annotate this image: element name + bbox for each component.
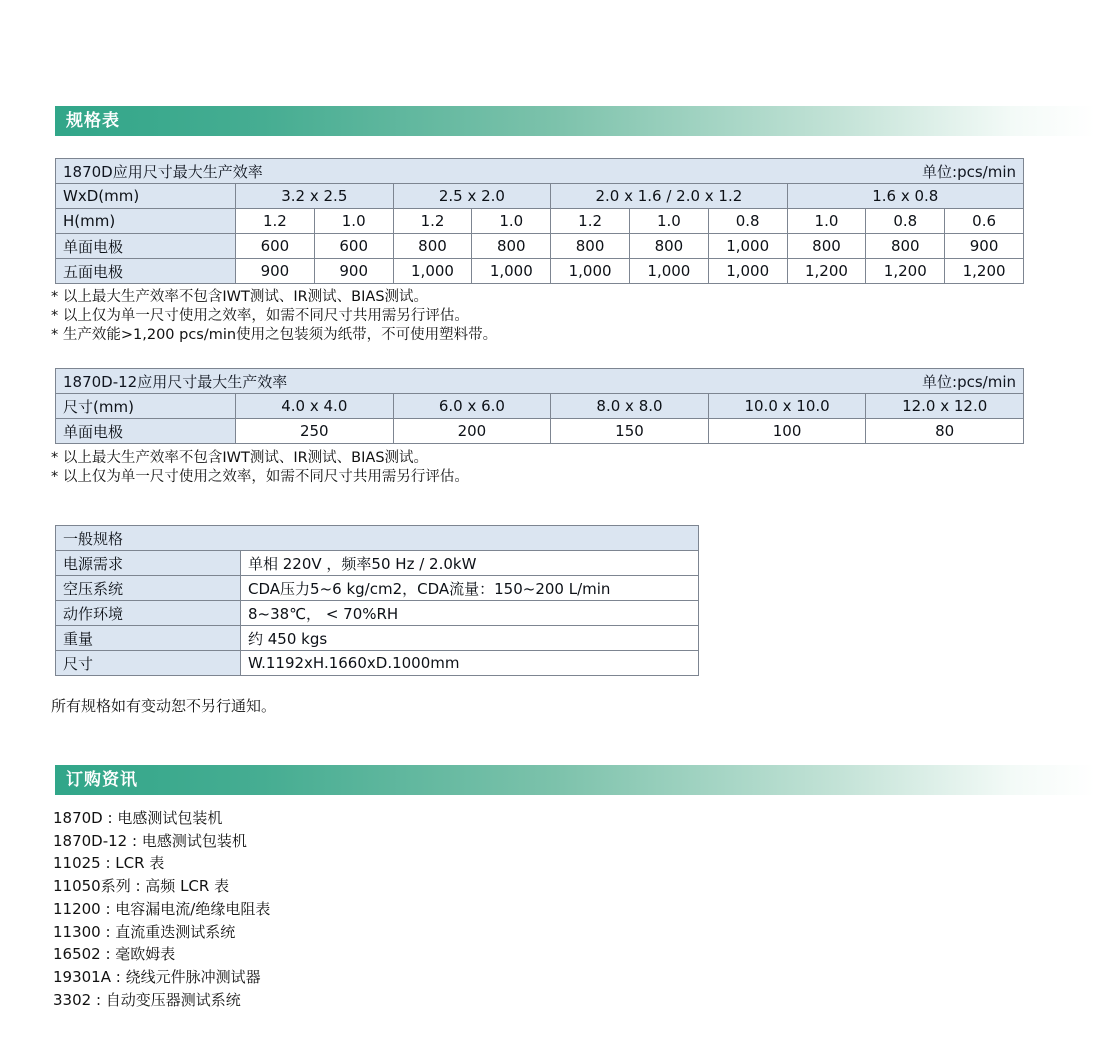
footnote: * 以上仅为单一尺寸使用之效率，如需不同尺寸共用需另行评估。 bbox=[51, 469, 469, 485]
value-cell: 0.6 bbox=[945, 209, 1024, 234]
value-cell: 1,200 bbox=[945, 259, 1024, 284]
value-cell: 1.0 bbox=[629, 209, 708, 234]
table-row bbox=[56, 551, 699, 576]
value-cell: 800 bbox=[629, 234, 708, 259]
wxd-group-cell: 3.2 x 2.5 bbox=[236, 184, 394, 209]
value-cell: 1,200 bbox=[866, 259, 945, 284]
table2-footnotes bbox=[51, 449, 469, 487]
list-item: 16502 : 毫欧姆表 bbox=[53, 945, 176, 964]
row-label-cell: 五面电极 bbox=[56, 259, 236, 284]
value-cell: 80 bbox=[866, 419, 1024, 444]
table-row bbox=[56, 576, 699, 601]
table-row bbox=[56, 601, 699, 626]
table-general-specs bbox=[55, 525, 699, 676]
list-item: 11050系列 : 高频 LCR 表 bbox=[53, 877, 230, 896]
value-cell: 1,200 bbox=[787, 259, 866, 284]
table-row bbox=[56, 259, 1024, 284]
spec-value-cell: W.1192xH.1660xD.1000mm bbox=[241, 651, 699, 676]
value-cell: 800 bbox=[787, 234, 866, 259]
footnote: * 以上最大生产效率不包含IWT测试、IR测试、BIAS测试。 bbox=[51, 289, 429, 305]
table-row bbox=[56, 526, 699, 551]
value-cell: 800 bbox=[393, 234, 472, 259]
value-cell: 1,000 bbox=[393, 259, 472, 284]
value-cell: 1,000 bbox=[472, 259, 551, 284]
list-item: 1870D-12 : 电感测试包装机 bbox=[53, 831, 247, 850]
orders-section-header bbox=[55, 765, 1095, 795]
table-row bbox=[56, 419, 1024, 444]
spec-label-cell: 重量 bbox=[56, 626, 241, 651]
table2-title-row bbox=[56, 369, 1024, 394]
value-cell: 1.0 bbox=[314, 209, 393, 234]
value-cell: 800 bbox=[866, 234, 945, 259]
footnote: * 以上最大生产效率不包含IWT测试、IR测试、BIAS测试。 bbox=[51, 450, 429, 466]
value-cell: 0.8 bbox=[708, 209, 787, 234]
table-row bbox=[56, 159, 1024, 184]
specs-section-title: 规格表 bbox=[66, 111, 120, 131]
table-1870d12-throughput bbox=[55, 368, 1024, 444]
value-cell: 250 bbox=[236, 419, 394, 444]
value-cell: 800 bbox=[472, 234, 551, 259]
table-row bbox=[56, 394, 1024, 419]
orders-section-title: 订购资讯 bbox=[66, 770, 138, 790]
table-row bbox=[56, 184, 1024, 209]
table-row bbox=[56, 369, 1024, 394]
value-cell: 600 bbox=[314, 234, 393, 259]
value-cell: 1,000 bbox=[708, 234, 787, 259]
value-cell: 1.0 bbox=[472, 209, 551, 234]
value-cell: 150 bbox=[551, 419, 709, 444]
spec-value-cell: 单相 220V ，频率50 Hz / 2.0kW bbox=[241, 551, 699, 576]
value-cell: 1,000 bbox=[708, 259, 787, 284]
size-cell: 10.0 x 10.0 bbox=[708, 394, 866, 419]
size-cell: 12.0 x 12.0 bbox=[866, 394, 1024, 419]
row-label-cell: 单面电极 bbox=[56, 234, 236, 259]
table-row bbox=[56, 651, 699, 676]
table-row bbox=[56, 234, 1024, 259]
spec-label-cell: 动作环境 bbox=[56, 601, 241, 626]
list-item: 1870D : 电感测试包装机 bbox=[53, 809, 223, 827]
footnote: * 以上仅为单一尺寸使用之效率，如需不同尺寸共用需另行评估。 bbox=[51, 308, 469, 324]
specs-section-header bbox=[55, 106, 1095, 136]
spec-value-cell: 约 450 kgs bbox=[241, 626, 699, 651]
value-cell: 1.2 bbox=[236, 209, 315, 234]
value-cell: 1.2 bbox=[551, 209, 630, 234]
value-cell: 200 bbox=[393, 419, 551, 444]
value-cell: 800 bbox=[551, 234, 630, 259]
spec-label-cell: 尺寸 bbox=[56, 651, 241, 676]
disclaimer-text: 所有规格如有变动恕不另行通知。 bbox=[51, 697, 277, 715]
wxd-label-cell: WxD(mm) bbox=[56, 184, 236, 209]
table-row bbox=[56, 209, 1024, 234]
table1-footnotes bbox=[51, 288, 497, 345]
spec-value-cell: CDA压力5~6 kg/cm2，CDA流量：150~200 L/min bbox=[241, 576, 699, 601]
order-list bbox=[53, 807, 270, 1011]
table-row bbox=[56, 626, 699, 651]
row-label-cell: H(mm) bbox=[56, 209, 236, 234]
table1-title-row bbox=[56, 159, 1024, 184]
table1-title: 1870D应用尺寸最大生产效率 bbox=[63, 162, 263, 181]
table-1870d-throughput bbox=[55, 158, 1024, 284]
wxd-group-cell: 2.0 x 1.6 / 2.0 x 1.2 bbox=[551, 184, 787, 209]
value-cell: 1.2 bbox=[393, 209, 472, 234]
general-title: 一般规格 bbox=[63, 529, 124, 548]
table1-unit: 单位:pcs/min bbox=[922, 162, 1016, 181]
table2-title: 1870D-12应用尺寸最大生产效率 bbox=[63, 372, 288, 391]
value-cell: 900 bbox=[236, 259, 315, 284]
size-cell: 4.0 x 4.0 bbox=[236, 394, 394, 419]
list-item: 11200 : 电容漏电流/绝缘电阻表 bbox=[53, 899, 271, 918]
wxd-group-cell: 1.6 x 0.8 bbox=[787, 184, 1023, 209]
value-cell: 1,000 bbox=[629, 259, 708, 284]
list-item: 11300 : 直流重迭测试系统 bbox=[53, 922, 236, 941]
spec-label-cell: 电源需求 bbox=[56, 551, 241, 576]
value-cell: 100 bbox=[708, 419, 866, 444]
value-cell: 900 bbox=[945, 234, 1024, 259]
wxd-group-cell: 2.5 x 2.0 bbox=[393, 184, 551, 209]
size-label-cell: 尺寸(mm) bbox=[56, 394, 236, 419]
size-cell: 6.0 x 6.0 bbox=[393, 394, 551, 419]
value-cell: 600 bbox=[236, 234, 315, 259]
size-cell: 8.0 x 8.0 bbox=[551, 394, 709, 419]
general-title-row bbox=[56, 526, 699, 551]
spec-value-cell: 8~38℃， < 70%RH bbox=[241, 601, 699, 626]
list-item: 11025 : LCR 表 bbox=[53, 854, 165, 873]
spec-label-cell: 空压系统 bbox=[56, 576, 241, 601]
row-label-cell: 单面电极 bbox=[56, 419, 236, 444]
value-cell: 1,000 bbox=[551, 259, 630, 284]
value-cell: 900 bbox=[314, 259, 393, 284]
value-cell: 0.8 bbox=[866, 209, 945, 234]
footnote: * 生产效能>1,200 pcs/min使用之包装须为纸带，不可使用塑料带。 bbox=[51, 327, 498, 343]
list-item: 19301A : 绕线元件脉冲测试器 bbox=[53, 967, 261, 986]
value-cell: 1.0 bbox=[787, 209, 866, 234]
list-item: 3302 : 自动变压器测试系统 bbox=[53, 990, 241, 1009]
table2-unit: 单位:pcs/min bbox=[922, 372, 1016, 391]
